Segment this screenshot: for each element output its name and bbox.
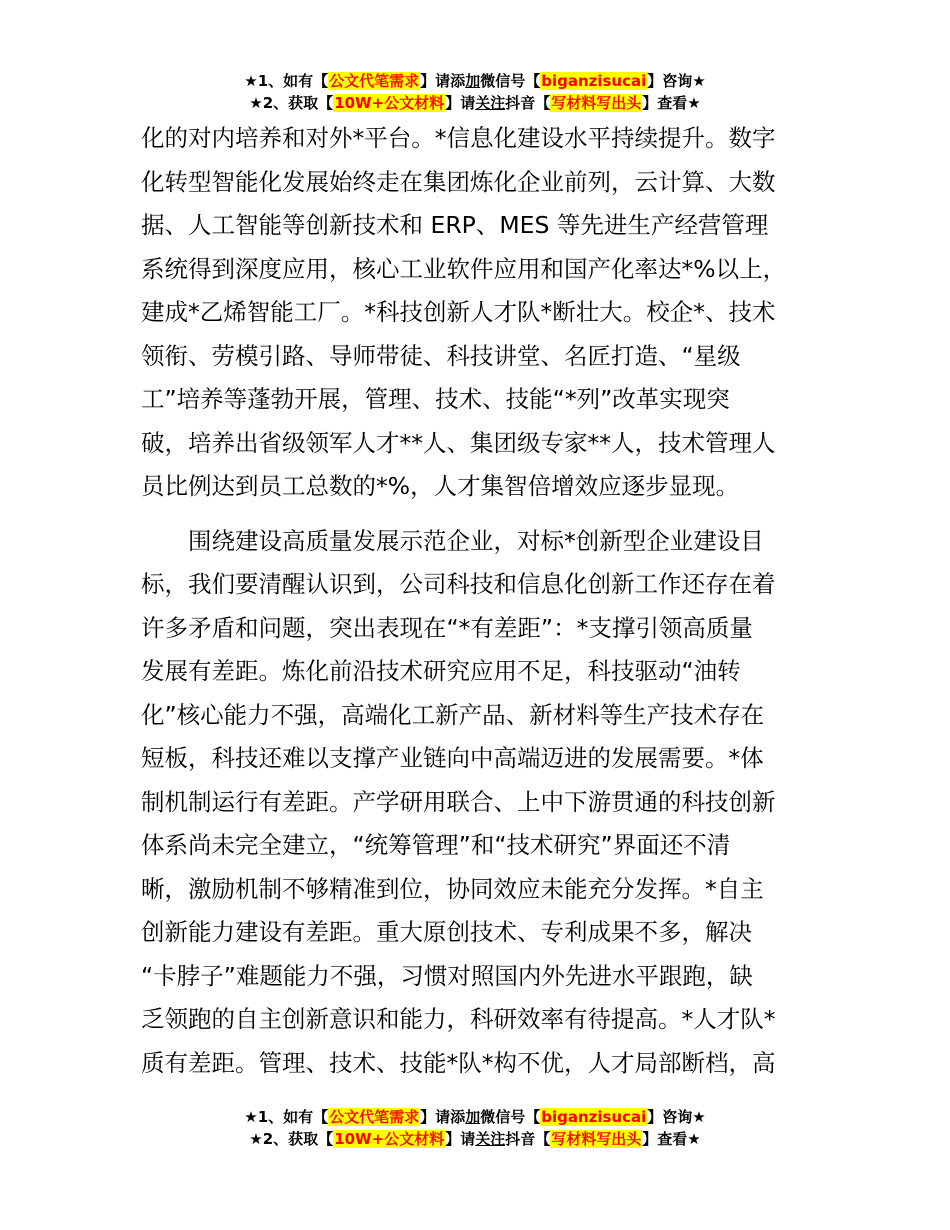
text-line: 许多矛盾和问题，突出表现在“*有差距”：*支撑引领高质量 — [141, 613, 753, 642]
text-line: 建成*乙烯智能工厂。*科技创新人才队*断壮大。校企*、技术 — [141, 298, 776, 326]
banner-text: 抖音【 — [505, 94, 551, 112]
banner-text: 】请 — [445, 1130, 476, 1148]
banner-text: ★1、如有【 — [244, 1108, 329, 1126]
text-line: 制机制运行有差距。产学研用联合、上中下游贯通的科技创新 — [141, 787, 776, 816]
paragraph-1 — [141, 117, 819, 509]
paragraph-2 — [141, 520, 819, 1086]
text-line: 化转型智能化发展始终走在集团炼化企业前列，云计算、大数 — [141, 167, 776, 196]
banner-text: ★1、如有【 — [244, 72, 329, 90]
banner-text: ★2、获取【 — [249, 94, 334, 112]
text-line: 系统得到深度应用，核心工业软件应用和国产化率达*%以上， — [141, 254, 787, 283]
banner-text: 】请添 — [420, 72, 466, 90]
banner-highlight: 10W+公文材料 — [334, 94, 445, 112]
banner-line-2 — [0, 92, 950, 114]
document-body — [141, 117, 819, 1085]
text-line: 发展有差距。炼化前沿技术研究应用不足，科技驱动“油转 — [141, 657, 741, 685]
text-line: 乏领跑的自主创新意识和能力，科研效率有待提高。*人才队* — [141, 1005, 776, 1033]
text-line: 工”培养等蓬勃开展，管理、技术、技能“*列”改革实现突 — [141, 385, 730, 413]
text-line: 短板，科技还难以支撑产业链向中高端迈进的发展需要。*体 — [141, 744, 764, 772]
banner-line-1 — [0, 70, 950, 92]
banner-underlined: 加 — [465, 72, 481, 90]
text-line: 质有差距。管理、技术、技能*队*构不优，人才局部断档，高 — [141, 1048, 776, 1077]
text-line: 体系尚未完全建立，“统筹管理”和“技术研究”界面还不清 — [141, 831, 731, 859]
text-line: 破，培养出省级领军人才**人、集团级专家**人，技术管理人 — [141, 428, 776, 457]
text-line: 领衔、劳模引路、导师带徒、科技讲堂、名匠打造、“星级 — [141, 341, 741, 370]
banner-text: 微信号【 — [480, 1108, 541, 1126]
banner-underlined: 关注 — [475, 94, 506, 112]
banner-text: ★2、获取【 — [249, 1130, 334, 1148]
banner-highlight: biganzisucai — [541, 1108, 647, 1126]
banner-highlight: 公文代笔需求 — [329, 72, 420, 90]
text-line: 据、人工智能等创新技术和 ERP、MES 等先进生产经营管理 — [141, 211, 769, 239]
banner-line-1 — [0, 1106, 950, 1128]
text-line: 标，我们要清醒认识到，公司科技和信息化创新工作还存在着 — [141, 570, 776, 598]
text-line: “卡脖子”难题能力不强，习惯对照国内外先进水平跟跑，缺 — [141, 961, 753, 990]
header-banner — [0, 70, 950, 114]
banner-text: 微信号【 — [480, 72, 541, 90]
banner-text: 抖音【 — [505, 1130, 551, 1148]
banner-line-2 — [0, 1128, 950, 1150]
banner-underlined: 加 — [465, 1108, 481, 1126]
text-line: 化的对内培养和对外*平台。*信息化建设水平持续提升。数字 — [141, 124, 776, 152]
banner-text: 】查看★ — [642, 1130, 701, 1148]
banner-text: 】请 — [445, 94, 476, 112]
text-line: 化”核心能力不强，高端化工新产品、新材料等生产技术存在 — [141, 700, 765, 729]
banner-highlight: 公文代笔需求 — [329, 1108, 420, 1126]
banner-highlight: 10W+公文材料 — [334, 1130, 445, 1148]
text-line: 围绕建设高质量发展示范企业，对标*创新型企业建设目 — [188, 526, 764, 555]
text-line: 创新能力建设有差距。重大原创技术、专利成果不多，解决 — [141, 918, 752, 946]
banner-highlight: 写材料写出头 — [551, 1130, 642, 1148]
footer-banner — [0, 1106, 950, 1150]
banner-text: 】请添 — [420, 1108, 466, 1126]
banner-underlined: 关注 — [475, 1130, 506, 1148]
banner-text: 】咨询★ — [647, 72, 706, 90]
banner-text: 】查看★ — [642, 94, 701, 112]
text-line: 员比例达到员工总数的*%，人才集智倍增效应逐步显现。 — [141, 472, 740, 500]
banner-text: 】咨询★ — [647, 1108, 706, 1126]
banner-highlight: 写材料写出头 — [551, 94, 642, 112]
banner-highlight: biganzisucai — [541, 72, 647, 90]
text-line: 晰，激励机制不够精准到位，协同效应未能充分发挥。*自主 — [141, 874, 764, 903]
